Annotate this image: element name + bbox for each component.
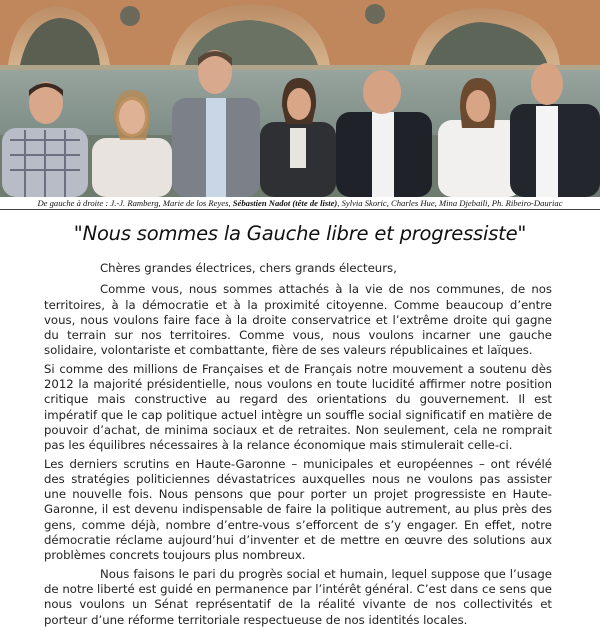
paragraph-2: Si comme des millions de Françaises et de Français notre mouvement a soutenu dès 2012 la majorité présidentielle, nous voulons en toute lucidité affirmer notre position critique mais constructive au regard des orientations du gouvernement. Il est impératif que le cap politique actuel intègre un souffle social significatif en matière de pouvoir d’achat, de minima sociaux et de retraites. Non seulement, cela ne romprait pas les équilibres nécessaires à la relance économique mais stimulerait celle-ci. — [44, 361, 552, 453]
letter-body — [44, 261, 552, 631]
paragraph-4: Nous faisons le pari du progrès social et humain, lequel suppose que l’usage de notre liberté est guidé en permanence par l’intérêt général. C’est dans ce sens que nous voulons un Sénat représentatif de la réalité vivante de nos collectivités et porteur d’une réforme territoriale respectueuse de nos identités locales. — [44, 566, 552, 627]
greeting: Chères grandes électrices, chers grands électeurs, — [100, 261, 397, 275]
page-title: "Nous sommes la Gauche libre et progressiste" — [73, 222, 527, 245]
group-photo-icon — [0, 0, 600, 197]
group-photo — [0, 0, 600, 197]
caption-suffix: , Sylvia Skoric, Charles Hue, Mina Djebaili, Ph. Ribeiro-Dauriac — [337, 198, 563, 208]
caption-highlight: Sébastien Nadot (tête de liste) — [232, 198, 338, 208]
paragraph-1: Comme vous, nous sommes attachés à la vie de nos communes, de nos territoires, à la démocratie et à la proximité citoyenne. Comme beaucoup d’entre vous, nous voulons faire face à la droite conservatrice et l’extrême droite qui gagne du terrain sur nos territoires. Comme vous, nous voulons incarner une gauche solidaire, volontariste et combattante, fière de ses valeurs républicaines et laïques. — [44, 282, 552, 358]
caption-prefix: De gauche à droite : J.-J. Ramberg, Marie de los Reyes, — [37, 198, 233, 208]
divider — [0, 209, 600, 210]
photo-caption — [0, 197, 600, 209]
paragraph-3: Les derniers scrutins en Haute-Garonne – municipales et européennes – ont révélé des stratégies politiciennes dévastatrices auxquelles nous ne voulons pas assister une nouvelle fois. Nous pensons que pour porter un projet progressiste en Haute-Garonne, il est devenu indispensable de faire la politique autrement, au plus près des gens, comme déjà, nombre d’entre-vous s’efforcent de s’y engager. En effet, notre démocratie réclame aujourd’hui d’inventer et de mettre en œuvre des solutions aux problèmes concrets toujours plus nombreux. — [44, 456, 552, 563]
